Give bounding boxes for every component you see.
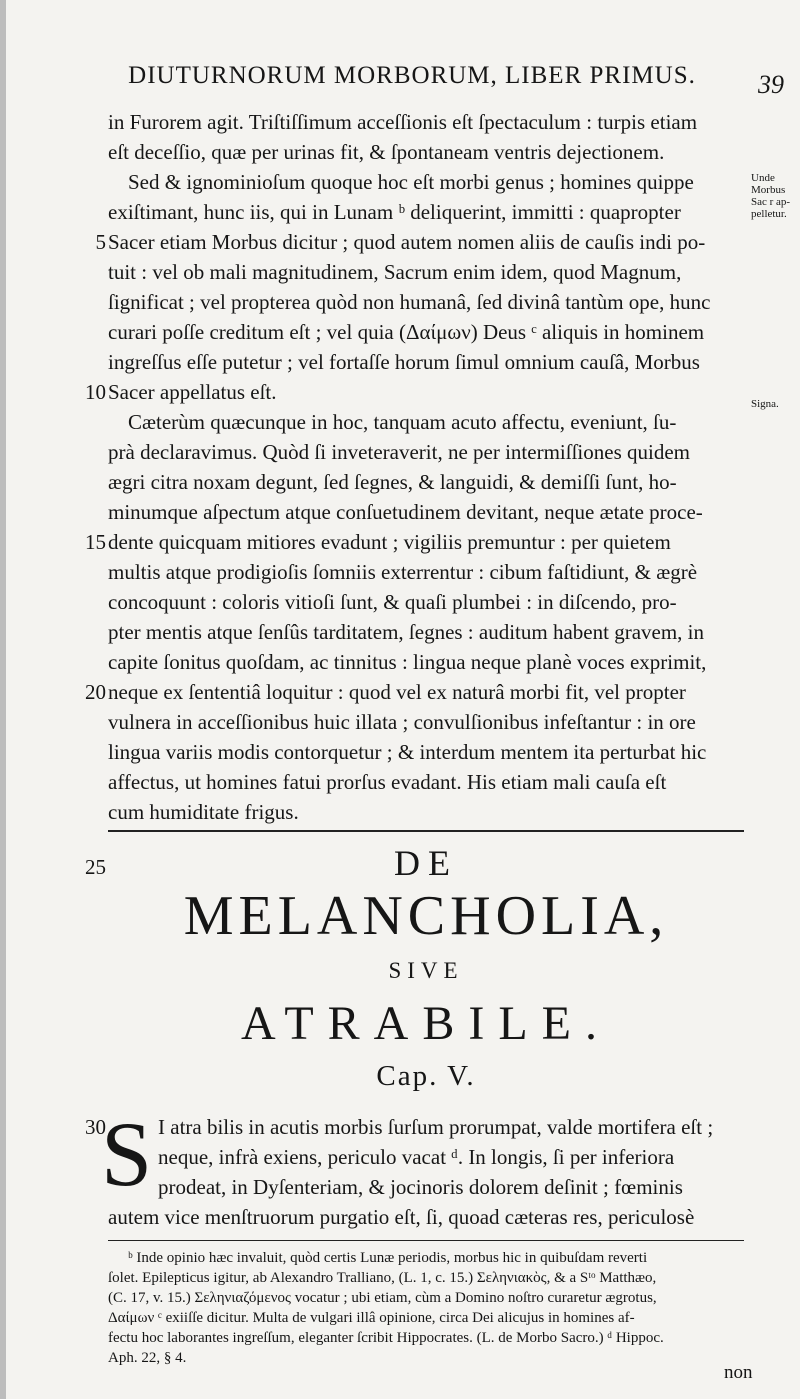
line-number: 10 xyxy=(85,380,106,404)
text-line: prodeat, in Dyſenteriam, & jocinoris dolorem deſinit ; fœminis xyxy=(158,1175,683,1199)
text-line: neque, infrà exiens, periculo vacat ᵈ. In longis, ſi per inferiora xyxy=(158,1145,675,1169)
text-line: tuit : vel ob mali magnitudinem, Sacrum enim idem, quod Magnum, xyxy=(108,260,682,284)
text-line: multis atque prodigioſis ſomniis exterrentur : cibum faſtidiunt, & ægrè xyxy=(108,560,698,584)
text-line: prà declaravimus. Quòd ſi inveteraverit, ne per intermiſſiones quidem xyxy=(108,440,690,464)
footnote-line: Δαίμων ᶜ exiiſſe dicitur. Multa de vulgari illâ opinione, circa Dei alicujus in homines af- xyxy=(108,1310,635,1326)
text-line: dente quicquam mitiores evadunt ; vigiliis premuntur : per quietem xyxy=(108,530,671,554)
page-number: 39 xyxy=(758,70,784,99)
drop-cap: S xyxy=(101,1103,153,1205)
chapter-title-alt: ATRABILE. xyxy=(241,997,611,1050)
running-header: DIUTURNORUM MORBORUM, LIBER PRIMUS. xyxy=(128,62,696,89)
chapter-title-sive: SIVE xyxy=(388,958,464,983)
margin-note: Unde Morbus Sac r ap- pelletur. xyxy=(751,172,791,220)
text-line: in Furorem agit. Triſtiſſimum acceſſionis eſt ſpectaculum : turpis etiam xyxy=(108,110,698,134)
text-line: Sacer appellatus eſt. xyxy=(108,380,277,404)
text-line: concoquunt : coloris vitioſi ſunt, & quaſi plumbei : in diſcendo, pro- xyxy=(108,590,677,614)
text-line: curari poſſe creditum eſt ; vel quia (Δαίμων) Deus ᶜ aliquis in hominem xyxy=(108,320,705,344)
text-line: ægri citra noxam degunt, ſed ſegnes, & languidi, & demiſſi ſunt, ho- xyxy=(108,470,677,494)
line-number: 20 xyxy=(85,680,106,704)
text-line: Sed & ignominioſum quoque hoc eſt morbi genus ; homines quippe xyxy=(128,170,694,194)
text-line: Cæterùm quæcunque in hoc, tanquam acuto affectu, eveniunt, ſu- xyxy=(128,410,677,434)
text-line: I atra bilis in acutis morbis ſurſum prorumpat, valde mortifera eſt ; xyxy=(158,1115,714,1139)
text-line: pter mentis atque ſenſûs tarditatem, ſegnes : auditum habent gravem, in xyxy=(108,620,704,644)
text-line: eſt deceſſio, quæ per urinas fit, & ſpontaneam ventris dejectionem. xyxy=(108,140,665,164)
text-line: cum humiditate frigus. xyxy=(108,800,299,824)
text-line: autem vice menſtruorum purgatio eſt, ſi, quoad cæteras res, periculosè xyxy=(108,1205,695,1229)
footnote-line: Aph. 22, § 4. xyxy=(108,1350,187,1366)
line-number: 25 xyxy=(85,855,106,879)
footnote-rule xyxy=(108,1240,744,1241)
text-line: ingreſſus eſſe putetur ; vel fortaſſe horum ſimul omnium cauſâ, Morbus xyxy=(108,350,700,374)
text-line: vulnera in acceſſionibus huic illata ; convulſionibus infeſtantur : in ore xyxy=(108,710,696,734)
text-line: capite ſonitus quoſdam, ac tinnitus : lingua neque planè voces exprimit, xyxy=(108,650,707,674)
line-number: 30 xyxy=(85,1115,106,1139)
text-line: exiſtimant, hunc iis, qui in Lunam ᵇ deliquerint, immitti : quapropter xyxy=(108,200,681,224)
chapter-title-main: MELANCHOLIA, xyxy=(183,885,669,947)
footnote-line: fectu hoc laborantes ingreſſum, eleganter ſcribit Hippocrates. (L. de Morbo Sacro.) ᵈ Hippoc. xyxy=(108,1330,664,1346)
section-rule xyxy=(108,830,744,832)
line-number: 15 xyxy=(85,530,106,554)
footnote-line: (C. 17, v. 15.) Σεληνιαζόμενος vocatur ; ubi etiam, cùm a Domino noſtro curaretur ægrotus, xyxy=(108,1290,657,1306)
text-line: Sacer etiam Morbus dicitur ; quod autem nomen aliis de cauſis indi po- xyxy=(108,230,706,254)
footnote-line: ᵇ Inde opinio hæc invaluit, quòd certis Lunæ periodis, morbus hic in quibuſdam reverti xyxy=(128,1250,648,1266)
chapter-number: Cap. V. xyxy=(376,1060,476,1092)
text-line: lingua variis modis contorquetur ; & interdum mentem ita perturbat hic xyxy=(108,740,707,764)
text-line: neque ex ſententiâ loquitur : quod vel ex naturâ morbi fit, vel propter xyxy=(108,680,686,704)
margin-note: Signa. xyxy=(751,398,779,410)
line-number: 5 xyxy=(95,230,106,254)
footnote-line: ſolet. Epilepticus igitur, ab Alexandro Tralliano, (L. 1, c. 15.) Σεληνιακὸς, & a Sᵗᵒ Matthæo, xyxy=(108,1270,657,1286)
text-line: ſignificat ; vel propterea quòd non humanâ, ſed divinâ tantùm ope, hunc xyxy=(108,290,711,314)
catchword: non xyxy=(724,1362,753,1383)
text-line: affectus, ut homines fatui prorſus evadant. His etiam mali cauſa eſt xyxy=(108,770,667,794)
chapter-title-de: DE xyxy=(394,843,458,883)
text-line: minumque aſpectum atque conſuetudinem devitant, neque ætate proce- xyxy=(108,500,703,524)
